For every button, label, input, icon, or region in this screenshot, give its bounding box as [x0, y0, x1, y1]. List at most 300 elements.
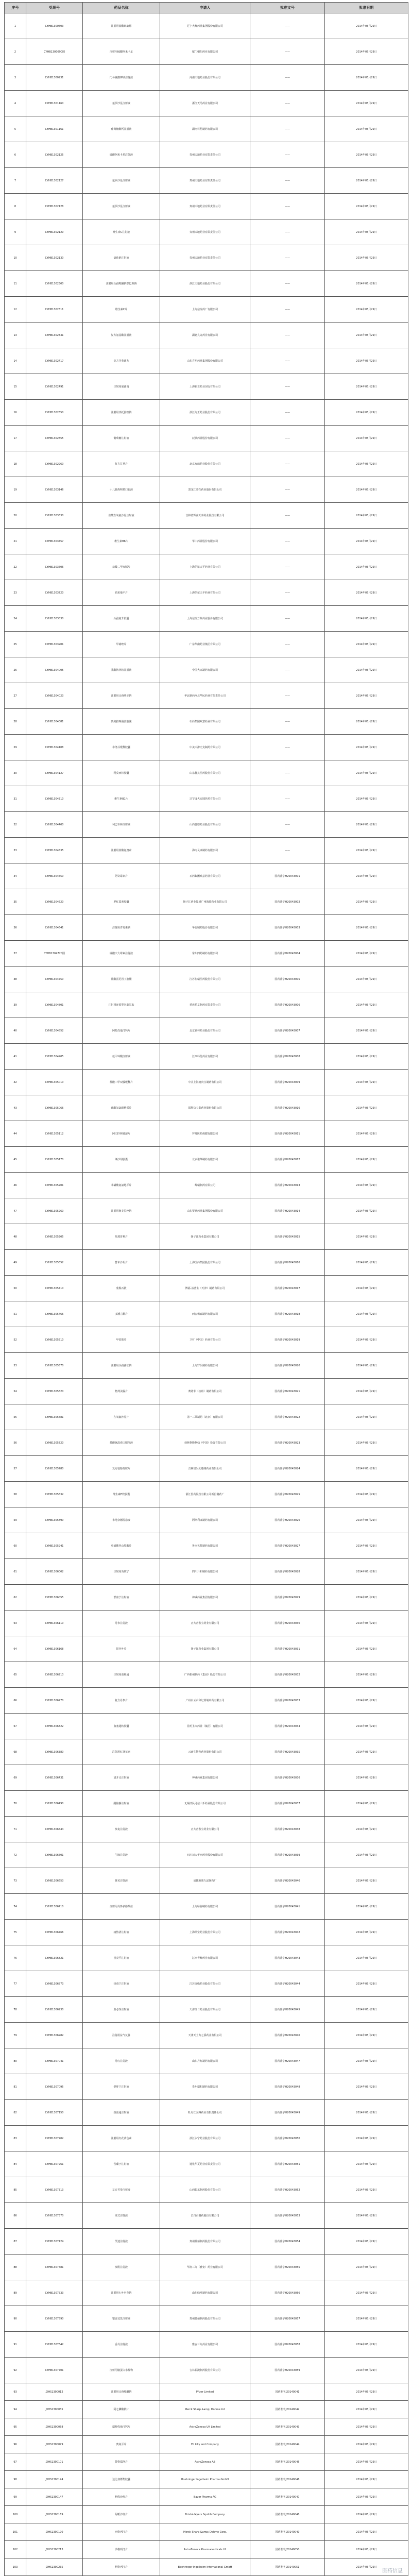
cell-applicant: 中美上海施贵宝制药有限公司	[160, 1070, 250, 1095]
cell-index: 11	[5, 271, 26, 297]
cell-index: 19	[5, 477, 26, 503]
cell-index: 94	[5, 2401, 26, 2418]
table-row	[5, 1456, 408, 1482]
approval-table-sheet	[4, 2, 408, 2576]
cell-drug-name: 维生素B1片	[83, 786, 160, 812]
cell-approval-date: 2014年05月29日	[325, 760, 408, 786]
cell-drug-name: 硝苯地平片	[83, 580, 160, 606]
cell-approval-date: 2014年05月29日	[325, 2100, 408, 2126]
cell-index: 26	[5, 657, 26, 683]
cell-applicant: 正大青春宝药业有限公司	[160, 1611, 250, 1636]
cell-applicant: 贵州瑞和制药有限公司	[160, 2074, 250, 2100]
cell-approval-date: 2014年05月29日	[325, 2506, 408, 2523]
cell-index: 88	[5, 2255, 26, 2280]
cell-index: 60	[5, 1533, 26, 1559]
cell-approval-no: ——	[250, 477, 325, 503]
cell-approval-date: 2014年05月29日	[325, 2436, 408, 2453]
cell-approval-date: 2014年05月29日	[325, 1121, 408, 1147]
table-row	[5, 1688, 408, 1714]
cell-acceptance-no: CYHB1306322	[26, 1714, 83, 1739]
table-row	[5, 1404, 408, 1430]
cell-approval-no: ——	[250, 812, 325, 838]
cell-approval-no: 国药准字J20140041	[250, 2383, 325, 2401]
cell-applicant: 山东方明药业集团股份有限公司	[160, 348, 250, 374]
cell-index: 24	[5, 606, 26, 632]
cell-drug-name: 甲钴胺片	[83, 1327, 160, 1353]
cell-approval-date: 2014年05月29日	[325, 529, 408, 554]
cell-index: 16	[5, 400, 26, 426]
cell-index: 14	[5, 348, 26, 374]
cell-approval-date: 2014年05月29日	[325, 1070, 408, 1095]
cell-acceptance-no: JXHS1300124	[26, 2471, 83, 2488]
cell-drug-name: 注射用还原型谷胱甘肽	[83, 992, 160, 1018]
cell-approval-no: 国药准字H20043022	[250, 1404, 325, 1430]
cell-approval-date: 2014年05月29日	[325, 142, 408, 168]
cell-drug-name: 痰热清注射液	[83, 1920, 160, 1945]
cell-index: 85	[5, 2177, 26, 2203]
cell-drug-name: 葡萄糖酸钙注射液	[83, 116, 160, 142]
cell-acceptance-no: CYHB1307424	[26, 2229, 83, 2255]
cell-approval-no: 国药准字H20043051	[250, 2151, 325, 2177]
cell-acceptance-no: CYHB1307261	[26, 2151, 83, 2177]
cell-approval-date: 2014年05月29日	[325, 1173, 408, 1198]
table-row	[5, 2358, 408, 2383]
cell-index: 33	[5, 838, 26, 863]
cell-index: 15	[5, 374, 26, 400]
cell-approval-date: 2014年05月29日	[325, 1868, 408, 1894]
header-approval-date: 批准日期	[325, 3, 408, 13]
cell-applicant: 吉林省辉南天泰药业股份有限公司	[160, 503, 250, 529]
cell-applicant: 成都地奥九泓制药厂	[160, 1868, 250, 1894]
cell-index: 51	[5, 1301, 26, 1327]
cell-applicant: Eli Lilly and Company	[160, 2436, 250, 2453]
cell-applicant: 博福-益普生（天津）制药有限公司	[160, 1276, 250, 1301]
cell-applicant: Bayer Pharma AG	[160, 2488, 250, 2506]
cell-index: 77	[5, 1971, 26, 1997]
table-row	[5, 1379, 408, 1404]
cell-applicant: 江西青峰药业有限公司	[160, 1945, 250, 1971]
cell-approval-date: 2014年05月29日	[325, 1894, 408, 1920]
cell-acceptance-no: CYHB1307533	[26, 2280, 83, 2306]
cell-index: 46	[5, 1173, 26, 1198]
cell-index: 28	[5, 709, 26, 735]
cell-applicant: 无锡济民可信山禾药业股份有限公司	[160, 1791, 250, 1817]
table-row	[5, 1997, 408, 2023]
table-row	[5, 1636, 408, 1662]
cell-acceptance-no: CYHB1303901	[26, 632, 83, 657]
cell-approval-no: ——	[250, 606, 325, 632]
cell-approval-date: 2014年05月29日	[325, 1791, 408, 1817]
header-index: 序号	[5, 3, 26, 13]
cell-drug-name: 丹参注射液	[83, 1611, 160, 1636]
cell-index: 47	[5, 1198, 26, 1224]
cell-applicant: 华润三九（雅安）药业有限公司	[160, 2255, 250, 2280]
cell-approval-date: 2014年05月29日	[325, 1327, 408, 1353]
cell-applicant: 浙江海正药业股份有限公司	[160, 400, 250, 426]
cell-applicant: 北京嘉林药业股份有限公司	[160, 1018, 250, 1044]
cell-approval-date: 2014年05月29日	[325, 941, 408, 967]
cell-approval-date: 2014年05月29日	[325, 709, 408, 735]
cell-approval-no: 国药准字H20043028	[250, 1559, 325, 1585]
cell-index: 84	[5, 2151, 26, 2177]
cell-index: 82	[5, 2100, 26, 2126]
cell-index: 98	[5, 2471, 26, 2488]
cell-approval-no: ——	[250, 348, 325, 374]
cell-approval-no: 国药准字H20043024	[250, 1456, 325, 1482]
cell-approval-no: ——	[250, 838, 325, 863]
cell-approval-date: 2014年05月29日	[325, 1714, 408, 1739]
table-row	[5, 1920, 408, 1945]
cell-acceptance-no: CYHB1305620	[26, 1379, 83, 1404]
cell-acceptance-no: CYHB1306431	[26, 1765, 83, 1791]
cell-approval-no: 国药准字H20043015	[250, 1224, 325, 1250]
cell-approval-date: 2014年05月29日	[325, 2177, 408, 2203]
table-row	[5, 2306, 408, 2332]
cell-approval-date: 2014年05月29日	[325, 2074, 408, 2100]
cell-drug-name: 血塞通软胶囊	[83, 1714, 160, 1739]
table-row	[5, 142, 408, 168]
cell-acceptance-no: JXHS1300147	[26, 2488, 83, 2506]
table-row	[5, 426, 408, 451]
table-row	[5, 1121, 408, 1147]
cell-drug-name: 注射用盐酸氨溴索	[83, 838, 160, 863]
cell-index: 38	[5, 967, 26, 992]
cell-acceptance-no: CYHB1305941	[26, 1533, 83, 1559]
cell-approval-no: 国药准字H20043001	[250, 863, 325, 889]
cell-acceptance-no: CYHB1305410	[26, 1276, 83, 1301]
cell-drug-name: 疏血通注射液	[83, 2100, 160, 2126]
cell-applicant: 中国大冢制药有限公司	[160, 657, 250, 683]
header-applicant: 申请人	[160, 3, 250, 13]
cell-drug-name: 复方氨酚烷胺片	[83, 1456, 160, 1482]
cell-drug-name: 注射用泮托拉唑钠	[83, 400, 160, 426]
cell-approval-no: 国药准字H20043031	[250, 1636, 325, 1662]
cell-drug-name: 维生素B6片	[83, 529, 160, 554]
cell-acceptance-no: CYHB1301161	[26, 116, 83, 142]
cell-approval-date: 2014年05月29日	[325, 1198, 408, 1224]
table-row	[5, 1791, 408, 1817]
cell-index: 7	[5, 168, 26, 194]
cell-acceptance-no: CYHB1302331	[26, 323, 83, 348]
cell-drug-name: 醒脑静注射液	[83, 1791, 160, 1817]
cell-acceptance-no: CYHB1304310	[26, 786, 83, 812]
cell-acceptance-no: CYHB1303720	[26, 580, 83, 606]
table-row	[5, 1894, 408, 1920]
header-acceptance-no: 受理号	[26, 3, 83, 13]
cell-index: 86	[5, 2203, 26, 2229]
cell-approval-date: 2014年05月29日	[325, 838, 408, 863]
cell-index: 89	[5, 2280, 26, 2306]
cell-approval-date: 2014年05月29日	[325, 1765, 408, 1791]
table-row	[5, 1095, 408, 1121]
cell-approval-no: 国药准字H20043029	[250, 1585, 325, 1611]
cell-applicant: 山东绿叶制药有限公司	[160, 2280, 250, 2306]
cell-approval-no: 国药准字J20140043	[250, 2418, 325, 2436]
cell-index: 54	[5, 1379, 26, 1404]
cell-applicant: 浙江天马药业有限公司	[160, 91, 250, 116]
table-row	[5, 503, 408, 529]
cell-approval-no: 国药准字H20043043	[250, 1945, 325, 1971]
cell-acceptance-no: CYHB1302127	[26, 168, 83, 194]
cell-approval-date: 2014年05月29日	[325, 2332, 408, 2358]
cell-index: 102	[5, 2541, 26, 2558]
cell-approval-no: 国药准字H20043014	[250, 1198, 325, 1224]
cell-drug-name: 舒血宁注射液	[83, 1585, 160, 1611]
table-row	[5, 1585, 408, 1611]
cell-approval-no: ——	[250, 13, 325, 39]
cell-applicant: Boehringer Ingelheim Pharma GmbH	[160, 2471, 250, 2488]
cell-index: 56	[5, 1430, 26, 1456]
cell-approval-no: 国药准字H20043039	[250, 1842, 325, 1868]
cell-approval-date: 2014年05月29日	[325, 657, 408, 683]
table-row	[5, 2074, 408, 2100]
cell-approval-no: 国药准字H20043017	[250, 1276, 325, 1301]
cell-index: 59	[5, 1507, 26, 1533]
table-row	[5, 1842, 408, 1868]
cell-index: 17	[5, 426, 26, 451]
cell-approval-no: ——	[250, 142, 325, 168]
cell-applicant: 阿斯利康制药有限公司	[160, 1507, 250, 1533]
cell-acceptance-no: CYHB1307701	[26, 2358, 83, 2383]
header-drug-name: 药品名称	[83, 3, 160, 13]
cell-applicant: 拜耳医药保健有限公司	[160, 1121, 250, 1147]
cell-index: 91	[5, 2332, 26, 2358]
cell-drug-name: 硫酸氢氯吡格雷片	[83, 1095, 160, 1121]
table-row	[5, 1301, 408, 1327]
cell-approval-date: 2014年05月29日	[325, 2048, 408, 2074]
cell-acceptance-no: CYHB1307642	[26, 2332, 83, 2358]
table-row	[5, 941, 408, 967]
cell-acceptance-no: CYHB1306930	[26, 1997, 83, 2023]
cell-applicant: 山西普德药业股份有限公司	[160, 812, 250, 838]
cell-approval-no: 国药准字H20043050	[250, 2126, 325, 2151]
cell-acceptance-no: CYHB1302130	[26, 245, 83, 271]
table-row	[5, 65, 408, 91]
cell-acceptance-no: JXHS1300058	[26, 2418, 83, 2436]
cell-applicant: 西安杨森制药有限公司	[160, 1301, 250, 1327]
cell-index: 79	[5, 2023, 26, 2048]
table-row	[5, 2506, 408, 2523]
table-row	[5, 400, 408, 426]
cell-applicant: 浙江永宁药业股份有限公司	[160, 2126, 250, 2151]
table-row	[5, 2177, 408, 2203]
cell-approval-date: 2014年05月29日	[325, 39, 408, 65]
cell-index: 1	[5, 13, 26, 39]
cell-drug-name: 葡萄糖注射液	[83, 426, 160, 451]
cell-index: 57	[5, 1456, 26, 1482]
cell-approval-date: 2014年05月29日	[325, 863, 408, 889]
cell-acceptance-no: JXHS1300213	[26, 2541, 83, 2558]
cell-drug-name: 银杏叶片	[83, 1636, 160, 1662]
cell-approval-date: 2014年05月29日	[325, 1945, 408, 1971]
cell-drug-name: 舒肝宁注射液	[83, 2074, 160, 2100]
cell-approval-no: ——	[250, 735, 325, 760]
cell-applicant: 海南灵康制药有限公司	[160, 838, 250, 863]
cell-approval-no: ——	[250, 503, 325, 529]
cell-acceptance-no: CYHB1306490	[26, 1791, 83, 1817]
cell-acceptance-no: CYHB1302491	[26, 374, 83, 400]
cell-applicant: 贵州天地药业有限责任公司	[160, 219, 250, 245]
table-row	[5, 2401, 408, 2418]
cell-approval-date: 2014年05月29日	[325, 1379, 408, 1404]
cell-index: 69	[5, 1765, 26, 1791]
cell-approval-no: 国药准字H20043036	[250, 1765, 325, 1791]
cell-index: 35	[5, 889, 26, 915]
cell-index: 25	[5, 632, 26, 657]
cell-index: 18	[5, 451, 26, 477]
cell-approval-date: 2014年05月29日	[325, 1044, 408, 1070]
cell-drug-name: 瑞舒伐他汀钙片	[83, 2418, 160, 2436]
cell-approval-no: ——	[250, 400, 325, 426]
cell-index: 95	[5, 2418, 26, 2436]
table-row	[5, 2383, 408, 2401]
cell-approval-no: ——	[250, 374, 325, 400]
cell-applicant: 吉林省吴太感康药业有限公司	[160, 1456, 250, 1482]
cell-applicant: 华北制药股份有限公司	[160, 915, 250, 941]
table-row	[5, 116, 408, 142]
cell-approval-date: 2014年05月29日	[325, 2453, 408, 2471]
table-row	[5, 2523, 408, 2541]
cell-applicant: Boehringer Ingelheim International GmbH	[160, 2558, 250, 2576]
cell-approval-date: 2014年05月29日	[325, 1507, 408, 1533]
cell-acceptance-no: CYHB1304641	[26, 915, 83, 941]
cell-approval-no: 国药准字H20043027	[250, 1533, 325, 1559]
cell-applicant: 上海新亚药业闵行有限公司	[160, 374, 250, 400]
table-row	[5, 1945, 408, 1971]
table-row	[5, 1018, 408, 1044]
cell-applicant: 通化华夏药业有限责任公司	[160, 2151, 250, 2177]
cell-drug-name: 维生素C片	[83, 297, 160, 323]
cell-acceptance-no: CYHB1306710	[26, 1894, 83, 1920]
cell-approval-no: ——	[250, 39, 325, 65]
cell-index: 55	[5, 1404, 26, 1430]
cell-drug-name: 阿司匹林肠溶片	[83, 1121, 160, 1147]
cell-applicant: 扬子江药业集团有限公司	[160, 1636, 250, 1662]
cell-applicant: 辽宁大峰药业集团股份有限公司	[160, 13, 250, 39]
table-row	[5, 554, 408, 580]
cell-approval-date: 2014年05月29日	[325, 2541, 408, 2558]
cell-drug-name: 阿莫西林胶囊	[83, 760, 160, 786]
cell-applicant: 广州白云山和记黄埔中药有限公司	[160, 1688, 250, 1714]
cell-acceptance-no: CYHB1305720	[26, 1430, 83, 1456]
cell-index: 75	[5, 1920, 26, 1945]
cell-drug-name: 苦碟子注射液	[83, 2151, 160, 2177]
cell-index: 73	[5, 1868, 26, 1894]
cell-approval-no: 国药准字H20043016	[250, 1250, 325, 1276]
cell-approval-no: ——	[250, 271, 325, 297]
cell-approval-no: 国药准字J20140049	[250, 2523, 325, 2541]
table-row	[5, 2541, 408, 2558]
cell-acceptance-no: CYHB1305510	[26, 1327, 83, 1353]
cell-acceptance-no: JXHS1300079	[26, 2436, 83, 2453]
cell-approval-date: 2014年05月29日	[325, 1147, 408, 1173]
cell-drug-name: 多潘立酮片	[83, 1301, 160, 1327]
cell-applicant: 上海医药集团股份有限公司	[160, 1250, 250, 1276]
cell-index: 4	[5, 91, 26, 116]
cell-applicant: 石药集团欧意药业有限公司	[160, 709, 250, 735]
cell-drug-name: 注射用奥美拉唑钠	[83, 1198, 160, 1224]
cell-approval-date: 2014年05月29日	[325, 1276, 408, 1301]
cell-acceptance-no: CYHB1304023	[26, 683, 83, 709]
cell-applicant: 中美天津史克制药有限公司	[160, 735, 250, 760]
cell-acceptance-no: CYHB1305112	[26, 1121, 83, 1147]
cell-acceptance-no: CYHB1304750	[26, 967, 83, 992]
cell-index: 44	[5, 1121, 26, 1147]
cell-approval-date: 2014年05月29日	[325, 219, 408, 245]
table-row	[5, 2048, 408, 2074]
cell-acceptance-no: CYHB1307041	[26, 2048, 83, 2074]
table-row	[5, 297, 408, 323]
cell-drug-name: 依那普利片	[83, 1224, 160, 1250]
table-row	[5, 1533, 408, 1559]
cell-acceptance-no: CYHB1305260	[26, 1198, 83, 1224]
cell-drug-name: 布洛芬缓释胶囊	[83, 735, 160, 760]
cell-index: 68	[5, 1739, 26, 1765]
cell-index: 97	[5, 2453, 26, 2471]
cell-approval-no: ——	[250, 297, 325, 323]
cell-approval-date: 2014年05月29日	[325, 1095, 408, 1121]
cell-drug-name: 氨甲环酸注射液	[83, 1044, 160, 1070]
cell-acceptance-no: CYHB1304535	[26, 838, 83, 863]
cell-approval-no: 国药准字H20043018	[250, 1301, 325, 1327]
cell-applicant: 上海凯宝药业股份有限公司	[160, 1920, 250, 1945]
cell-applicant: 辰欣药业股份有限公司	[160, 426, 250, 451]
cell-approval-no: 国药准字H20043048	[250, 2074, 325, 2100]
cell-drug-name: 注射用红花黄色素	[83, 2126, 160, 2151]
cell-acceptance-no: CYHB1305170	[26, 1147, 83, 1173]
cell-applicant: 牡丹江友搏药业有限责任公司	[160, 2100, 250, 2126]
cell-approval-no: 国药准字H20043045	[250, 1997, 325, 2023]
cell-applicant: 深圳信立泰药业股份有限公司	[160, 1095, 250, 1121]
cell-drug-name: 硫酸阿米卡星注射液	[83, 142, 160, 168]
cell-acceptance-no: CYHB1302125	[26, 142, 83, 168]
cell-approval-date: 2014年05月29日	[325, 194, 408, 219]
cell-acceptance-no: JXHS1300169	[26, 2506, 83, 2523]
cell-acceptance-no: CYHB1305201	[26, 1173, 83, 1198]
cell-applicant: 贵州天地药业有限责任公司	[160, 194, 250, 219]
cell-drug-name: 布地奈德混悬液	[83, 1507, 160, 1533]
cell-approval-no: ——	[250, 683, 325, 709]
cell-drug-name: 单硝酸异山梨酯片	[83, 1533, 160, 1559]
table-row	[5, 760, 408, 786]
table-row	[5, 271, 408, 297]
cell-drug-name: 注射用益气复脉	[83, 2023, 160, 2048]
cell-applicant: 上海信谊万象药业股份有限公司	[160, 606, 250, 632]
cell-index: 96	[5, 2436, 26, 2453]
table-row	[5, 451, 408, 477]
cell-acceptance-no: CYHB1305010	[26, 1070, 83, 1095]
cell-drug-name: 复方丹参片	[83, 1688, 160, 1714]
cell-applicant: 北京诺华制药有限公司	[160, 1147, 250, 1173]
cell-acceptance-no: CYHB1305780	[26, 1456, 83, 1482]
cell-index: 10	[5, 245, 26, 271]
cell-approval-no: 国药准字H20043056	[250, 2280, 325, 2306]
cell-drug-name: 黄芪注射液	[83, 1868, 160, 1894]
header-row	[5, 3, 408, 13]
cell-drug-name: 利巴韦林注射液	[83, 812, 160, 838]
cell-approval-date: 2014年05月29日	[325, 2203, 408, 2229]
cell-drug-name: 清开灵注射液	[83, 1765, 160, 1791]
cell-applicant: 江西科伦药业有限公司	[160, 1044, 250, 1070]
cell-index: 2	[5, 39, 26, 65]
cell-index: 43	[5, 1095, 26, 1121]
cell-drug-name: 注射用氨曲南	[83, 374, 160, 400]
table-row	[5, 1276, 408, 1301]
table-row	[5, 2229, 408, 2255]
cell-approval-date: 2014年05月29日	[325, 374, 408, 400]
table-row	[5, 812, 408, 838]
cell-approval-date: 2014年05月29日	[325, 1559, 408, 1585]
